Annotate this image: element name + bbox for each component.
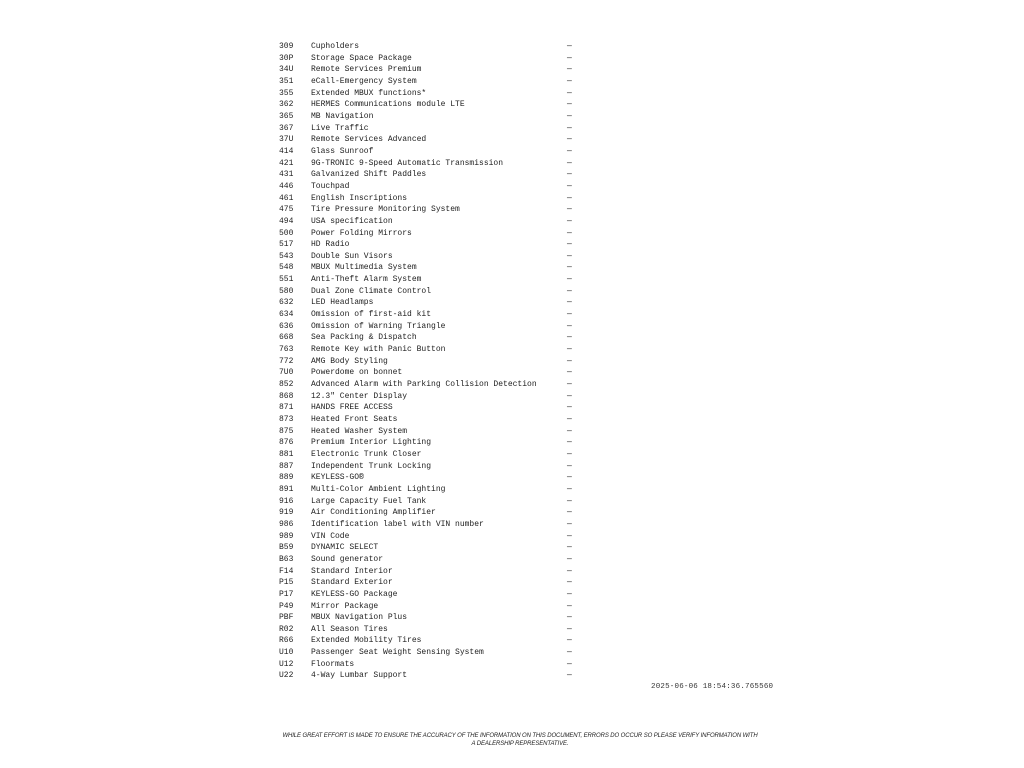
option-description: DYNAMIC SELECT — [311, 543, 379, 553]
option-price: — — [567, 100, 572, 110]
option-row — [279, 251, 579, 263]
option-row — [279, 111, 579, 123]
option-row — [279, 367, 579, 379]
option-description: 9G-TRONIC 9-Speed Automatic Transmission — [311, 158, 504, 168]
option-description: Live Traffic — [311, 123, 369, 133]
option-description: LED Headlamps — [311, 298, 374, 308]
option-code: 634 — [279, 310, 294, 320]
option-price: — — [567, 333, 572, 343]
option-code: 873 — [279, 415, 294, 424]
option-description: AMG Body Styling — [311, 356, 388, 366]
option-code: 414 — [279, 146, 294, 156]
option-description: Omission of first-aid kit — [311, 310, 432, 320]
option-row — [279, 601, 579, 613]
option-row — [279, 577, 579, 589]
option-code: 500 — [279, 228, 294, 238]
option-price: — — [567, 111, 572, 121]
option-description: All Season Tires — [311, 624, 388, 634]
option-description: Electronic Trunk Closer — [311, 449, 422, 459]
option-row — [279, 181, 579, 193]
option-price: — — [567, 193, 572, 203]
option-price: — — [567, 484, 572, 494]
option-row — [279, 670, 579, 682]
option-price: — — [567, 310, 572, 320]
option-description: Tire Pressure Monitoring System — [311, 205, 460, 215]
option-code: 889 — [279, 473, 294, 483]
option-price: — — [567, 508, 572, 518]
option-price: — — [567, 461, 572, 471]
option-description: MB Navigation — [311, 111, 374, 121]
option-row — [279, 146, 579, 158]
option-row — [279, 356, 579, 368]
option-price: — — [567, 671, 572, 681]
option-description: English Inscriptions — [311, 193, 408, 203]
option-description: Standard Interior — [311, 566, 393, 576]
option-code: 34U — [279, 65, 294, 75]
option-description: Storage Space Package — [311, 53, 412, 63]
option-row — [279, 426, 579, 438]
option-code: P49 — [279, 601, 294, 611]
option-row — [279, 449, 579, 461]
option-description: eCall-Emergency System — [311, 76, 417, 86]
option-row — [279, 286, 579, 298]
option-row — [279, 239, 579, 251]
option-price: — — [567, 531, 572, 541]
option-description: Remote Services Premium — [311, 65, 422, 75]
option-row — [279, 297, 579, 309]
option-price: — — [567, 368, 572, 378]
option-price: — — [567, 146, 572, 156]
option-description: HERMES Communications module LTE — [311, 100, 465, 110]
option-row — [279, 379, 579, 391]
option-price: — — [567, 566, 572, 576]
option-code: 989 — [279, 531, 294, 541]
option-code: 461 — [279, 193, 294, 203]
option-description: Large Capacity Fuel Tank — [311, 496, 427, 506]
option-code: 881 — [279, 449, 294, 459]
option-row — [279, 414, 579, 426]
option-price: — — [567, 263, 572, 273]
option-code: 431 — [279, 170, 294, 180]
option-price: — — [567, 53, 572, 63]
option-description: Passenger Seat Weight Sensing System — [311, 648, 484, 658]
option-code: 868 — [279, 391, 294, 401]
print-timestamp: 2025-06-06 18:54:36.765560 — [651, 683, 774, 691]
option-description: Advanced Alarm with Parking Collision Detection — [311, 380, 537, 390]
option-description: Premium Interior Lighting — [311, 438, 432, 448]
option-description: Touchpad — [311, 181, 350, 191]
option-description: Remote Key with Panic Button — [311, 345, 446, 355]
option-price: — — [567, 42, 572, 51]
option-price: — — [567, 636, 572, 646]
option-code: B59 — [279, 543, 294, 553]
option-description: MBUX Navigation Plus — [311, 613, 408, 623]
option-code: 668 — [279, 333, 294, 343]
option-price: — — [567, 449, 572, 459]
option-description: Air Conditioning Amplifier — [311, 508, 436, 518]
option-code: 551 — [279, 275, 294, 285]
option-description: Remote Services Advanced — [311, 135, 427, 145]
option-code: 852 — [279, 380, 294, 390]
disclaimer-text: WHILE GREAT EFFORT IS MADE TO ENSURE THE ACCURACY OF THE INFORMATION ON THIS DOCUMENT, ERRORS DO OCCUR SO PLEASE VERIFY INFORMATION WITH A DEALERSHIP REPRESENTATIVE. — [282, 733, 758, 747]
option-code: 919 — [279, 508, 294, 518]
option-code: R66 — [279, 636, 294, 646]
option-description: Mirror Package — [311, 601, 379, 611]
option-code: 548 — [279, 263, 294, 273]
option-code: 351 — [279, 76, 294, 86]
option-price: — — [567, 554, 572, 564]
option-price: — — [567, 496, 572, 506]
option-row — [279, 169, 579, 181]
option-code: 37U — [279, 135, 294, 145]
option-code: 772 — [279, 356, 294, 366]
option-description: KEYLESS-GO® — [311, 473, 364, 483]
option-price: — — [567, 76, 572, 86]
option-price: — — [567, 659, 572, 669]
option-price: — — [567, 519, 572, 529]
option-row — [279, 204, 579, 216]
option-description: 12.3" Center Display — [311, 391, 408, 401]
option-price: — — [567, 648, 572, 658]
option-row — [279, 41, 579, 53]
option-row — [279, 321, 579, 333]
option-row — [279, 391, 579, 403]
option-price: — — [567, 438, 572, 448]
option-description: Glass Sunroof — [311, 146, 374, 156]
option-row — [279, 88, 579, 100]
option-row — [279, 542, 579, 554]
option-price: — — [567, 298, 572, 308]
option-price: — — [567, 170, 572, 180]
option-code: U12 — [279, 659, 294, 669]
option-code: 632 — [279, 298, 294, 308]
option-code: P15 — [279, 578, 294, 588]
option-code: U22 — [279, 671, 294, 681]
option-description: Multi-Color Ambient Lighting — [311, 484, 446, 494]
option-row — [279, 274, 579, 286]
option-row — [279, 193, 579, 205]
option-price: — — [567, 251, 572, 261]
option-description: Powerdome on bonnet — [311, 368, 403, 378]
option-description: Heated Front Seats — [311, 415, 398, 424]
option-code: 876 — [279, 438, 294, 448]
option-code: 916 — [279, 496, 294, 506]
option-row — [279, 437, 579, 449]
option-row — [279, 344, 579, 356]
option-price: — — [567, 403, 572, 413]
option-price: — — [567, 415, 572, 424]
option-row — [279, 216, 579, 228]
option-row — [279, 99, 579, 111]
option-description: Standard Exterior — [311, 578, 393, 588]
option-row — [279, 461, 579, 473]
option-description: Heated Washer System — [311, 426, 408, 436]
option-price: — — [567, 426, 572, 436]
option-code: U10 — [279, 648, 294, 658]
option-row — [279, 659, 579, 671]
option-row — [279, 53, 579, 65]
option-price: — — [567, 601, 572, 611]
option-code: 986 — [279, 519, 294, 529]
option-code: 543 — [279, 251, 294, 261]
option-description: Identification label with VIN number — [311, 519, 484, 529]
option-row — [279, 647, 579, 659]
option-code: 517 — [279, 240, 294, 250]
option-price: — — [567, 286, 572, 296]
option-code: PBF — [279, 613, 294, 623]
option-row — [279, 332, 579, 344]
option-price: — — [567, 88, 572, 98]
option-row — [279, 484, 579, 496]
option-description: MBUX Multimedia System — [311, 263, 417, 273]
option-row — [279, 64, 579, 76]
option-row — [279, 228, 579, 240]
option-code: 891 — [279, 484, 294, 494]
option-code: 763 — [279, 345, 294, 355]
option-row — [279, 472, 579, 484]
option-code: 421 — [279, 158, 294, 168]
option-price: — — [567, 216, 572, 226]
option-code: 475 — [279, 205, 294, 215]
option-description: HANDS FREE ACCESS — [311, 403, 393, 413]
option-code: R02 — [279, 624, 294, 634]
option-price: — — [567, 321, 572, 331]
option-row — [279, 635, 579, 647]
option-price: — — [567, 345, 572, 355]
option-price: — — [567, 275, 572, 285]
option-price: — — [567, 205, 572, 215]
option-price: — — [567, 65, 572, 75]
option-description: KEYLESS-GO Package — [311, 589, 398, 599]
option-description: Omission of Warning Triangle — [311, 321, 446, 331]
option-code: 309 — [279, 42, 294, 51]
option-row — [279, 554, 579, 566]
option-code: 7U0 — [279, 368, 294, 378]
option-row — [279, 612, 579, 624]
option-description: Independent Trunk Locking — [311, 461, 432, 471]
option-description: HD Radio — [311, 240, 350, 250]
option-code: 580 — [279, 286, 294, 296]
option-description: Cupholders — [311, 42, 360, 51]
option-row — [279, 507, 579, 519]
option-code: P17 — [279, 589, 294, 599]
option-row — [279, 134, 579, 146]
option-row — [279, 624, 579, 636]
option-price: — — [567, 181, 572, 191]
option-price: — — [567, 578, 572, 588]
option-row — [279, 123, 579, 135]
option-row — [279, 496, 579, 508]
option-code: 365 — [279, 111, 294, 121]
option-row — [279, 76, 579, 88]
option-row — [279, 566, 579, 578]
option-code: 494 — [279, 216, 294, 226]
options-list — [279, 41, 579, 682]
option-row — [279, 262, 579, 274]
option-price: — — [567, 240, 572, 250]
option-description: Sea Packing & Dispatch — [311, 333, 417, 343]
option-description: Galvanized Shift Paddles — [311, 170, 427, 180]
option-description: Extended MBUX functions* — [311, 88, 427, 98]
option-row — [279, 519, 579, 531]
option-price: — — [567, 391, 572, 401]
option-code: 367 — [279, 123, 294, 133]
option-price: — — [567, 624, 572, 634]
option-code: 887 — [279, 461, 294, 471]
option-code: F14 — [279, 566, 294, 576]
option-description: Extended Mobility Tires — [311, 636, 422, 646]
option-description: Sound generator — [311, 554, 384, 564]
option-code: B63 — [279, 554, 294, 564]
option-code: 362 — [279, 100, 294, 110]
option-description: 4-Way Lumbar Support — [311, 671, 408, 681]
option-row — [279, 589, 579, 601]
option-price: — — [567, 123, 572, 133]
option-description: Power Folding Mirrors — [311, 228, 412, 238]
option-price: — — [567, 356, 572, 366]
option-row — [279, 402, 579, 414]
option-description: Anti-Theft Alarm System — [311, 275, 422, 285]
option-description: Floormats — [311, 659, 355, 669]
option-price: — — [567, 473, 572, 483]
option-price: — — [567, 228, 572, 238]
option-code: 636 — [279, 321, 294, 331]
option-code: 30P — [279, 53, 294, 63]
option-description: Double Sun Visors — [311, 251, 393, 261]
option-code: 446 — [279, 181, 294, 191]
option-code: 871 — [279, 403, 294, 413]
option-price: — — [567, 543, 572, 553]
option-description: Dual Zone Climate Control — [311, 286, 432, 296]
option-code: 355 — [279, 88, 294, 98]
option-row — [279, 158, 579, 170]
option-price: — — [567, 135, 572, 145]
option-price: — — [567, 380, 572, 390]
option-description: USA specification — [311, 216, 393, 226]
option-row — [279, 531, 579, 543]
option-price: — — [567, 158, 572, 168]
option-description: VIN Code — [311, 531, 350, 541]
option-price: — — [567, 589, 572, 599]
option-code: 875 — [279, 426, 294, 436]
option-price: — — [567, 613, 572, 623]
option-row — [279, 309, 579, 321]
